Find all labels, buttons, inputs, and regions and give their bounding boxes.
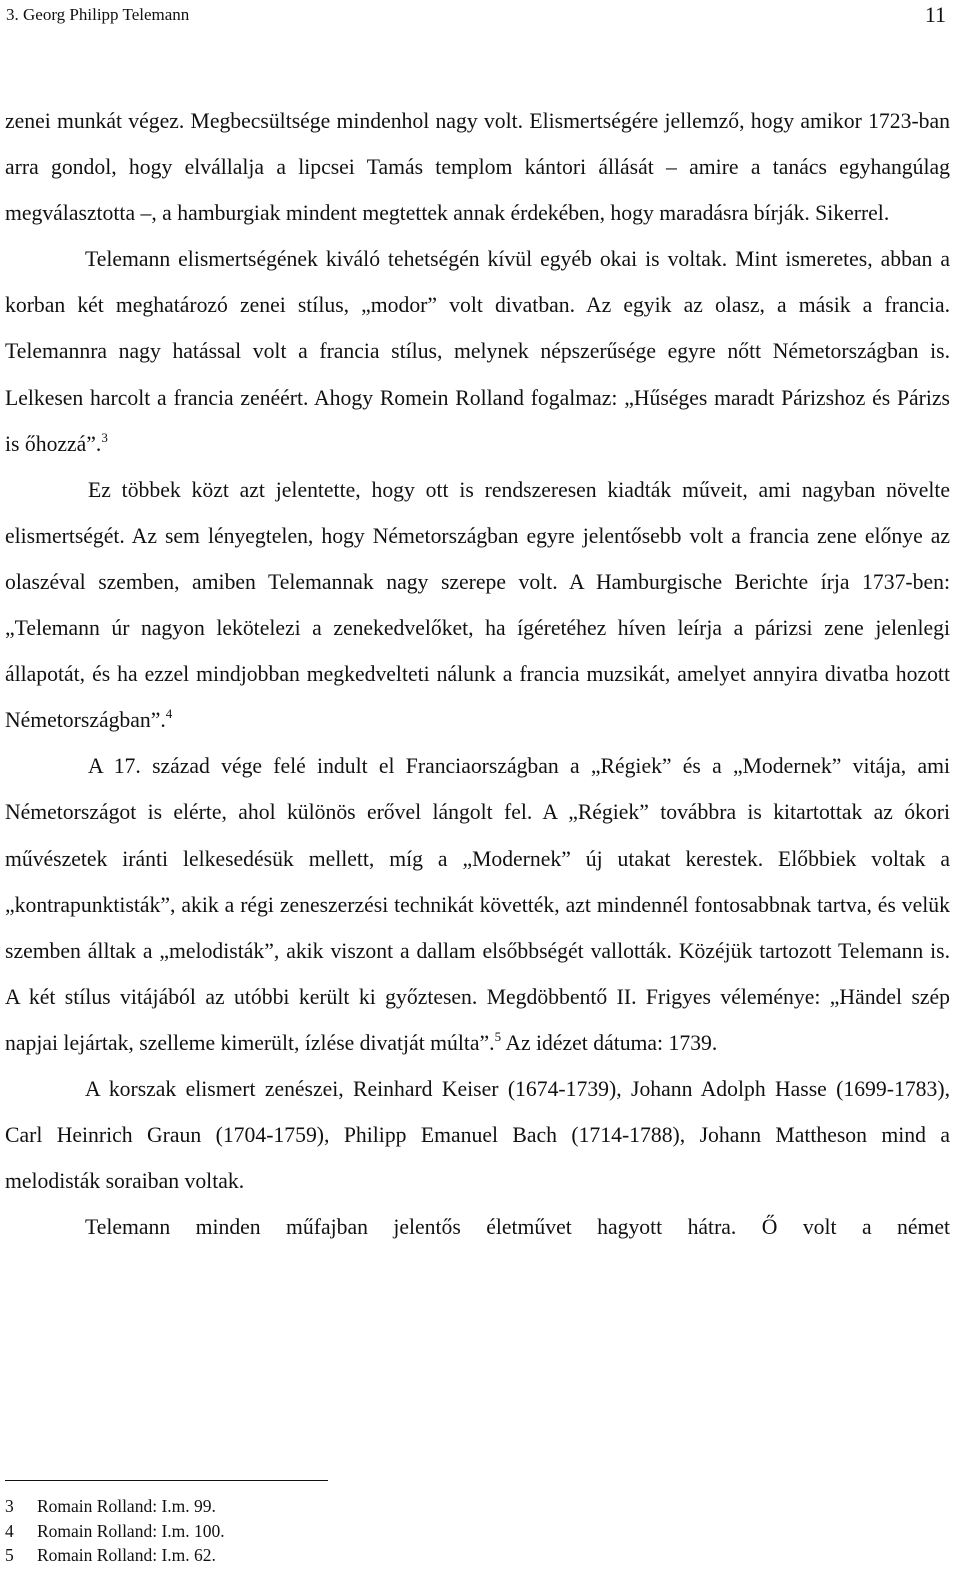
running-header [6, 0, 946, 32]
footnote-ref: 4 [165, 706, 173, 722]
chapter-title: 3. Georg Philipp Telemann [6, 5, 190, 24]
paragraph-text: A korszak elismert zenészei, Reinhard Keiser (1674-1739), Johann Adolph Hasse (1699-1783), Carl Heinrich Graun (1704-1759), Philipp Emanuel Bach (1714-1788), Johann Mattheson mind a melodisták soraiban voltak. [5, 1076, 950, 1194]
footnote-divider [5, 1480, 328, 1481]
page-number: 11 [924, 2, 946, 27]
footnote [5, 1543, 225, 1568]
paragraph-text: Telemann elismertségének kiváló tehetségén kívül egyéb okai is voltak. Mint ismeretes, abban a korban két meghatározó zenei stílus, „modor” volt divatban. Az egyik az olasz, a másik a francia. Telemannra nagy hatással volt a francia stílus, melynek népszerűsége egyre nőtt Németországban is. Lelkesen harcolt a francia zenéért. Ahogy Romein Rolland fogalmaz: „Hűséges maradt Párizshoz és Párizs is őhozzá”. [5, 247, 950, 456]
paragraph-text: Telemann minden műfajban jelentős életművet hagyott hátra. Ő volt a német [85, 1215, 950, 1240]
footnotes [5, 1494, 225, 1568]
body-text [5, 98, 950, 1250]
paragraph [5, 98, 950, 236]
footnote-number: 4 [5, 1520, 14, 1541]
footnote-text: Romain Rolland: I.m. 62. [37, 1545, 216, 1566]
footnote-number: 3 [5, 1496, 14, 1516]
paragraph [5, 1204, 950, 1250]
paragraph-text: Ez többek közt azt jelentette, hogy ott is rendszeresen kiadták műveit, ami nagyban növelte elismertségét. Az sem lényegtelen, hogy Németországban egyre jelentősebb volt a francia zene előnye az olaszéval szemben, amiben Telemannak nagy szerepe volt. A Hamburgische Berichte írja 1737-ben: „Telemann úr nagyon lekötelezi a zenekedvelőket, ha ígéretéhez híven leírja a párizsi zene jelenlegi állapotát, és ha ezzel mindjobban megkedvelteti nálunk a francia muzsikát, amelyet annyira divatba hozott Németországban”. [5, 477, 950, 733]
paragraph [5, 1066, 950, 1204]
footnote-ref: 5 [494, 1028, 502, 1044]
footnote-text: Romain Rolland: I.m. 100. [37, 1520, 225, 1541]
footnote-text: Romain Rolland: I.m. 99. [37, 1496, 216, 1516]
footnote [5, 1494, 225, 1519]
paragraph [5, 236, 950, 466]
footnote [5, 1519, 225, 1544]
footnote-ref: 3 [101, 429, 108, 445]
paragraph-tail: Az idézet dátuma: 1739. [501, 1030, 718, 1055]
footnote-number: 5 [5, 1545, 14, 1566]
paragraph-text: A 17. század vége felé indult el Franciaországban a „Régiek” és a „Modernek” vitája, ami Németországot is elérte, ahol különös erővel lángolt fel. A „Régiek” továbbra is kitartottak az ókori művészetek iránti lelkesedésük mellett, míg a „Modernek” új utakat kerestek. Előbbiek voltak a „kontrapunktisták”, akik a régi zeneszerzési technikát követték, azt mindennél fontosabbnak tartva, és velük szemben álltak a „melodisták”, akik viszont a dallam elsőbbségét vallották. Közéjük tartozott Telemann is. A két stílus vitájából az utóbbi került ki győztesen. Megdöbbentő II. Frigyes véleménye: „Händel szép napjai lejártak, szelleme kimerült, ízlése divatját múlta”. [5, 754, 950, 1055]
paragraph-text: zenei munkát végez. Megbecsültsége mindenhol nagy volt. Elismertségére jellemző, hogy amikor 1723-ban arra gondol, hogy elvállalja a lipcsei Tamás templom kántori állását – amire a tanács egyhangúlag megválasztotta –, a hamburgiak mindent megtettek annak érdekében, hogy maradásra bírják. Sikerrel. [5, 109, 950, 226]
paragraph [5, 467, 950, 744]
paragraph [5, 743, 950, 1066]
